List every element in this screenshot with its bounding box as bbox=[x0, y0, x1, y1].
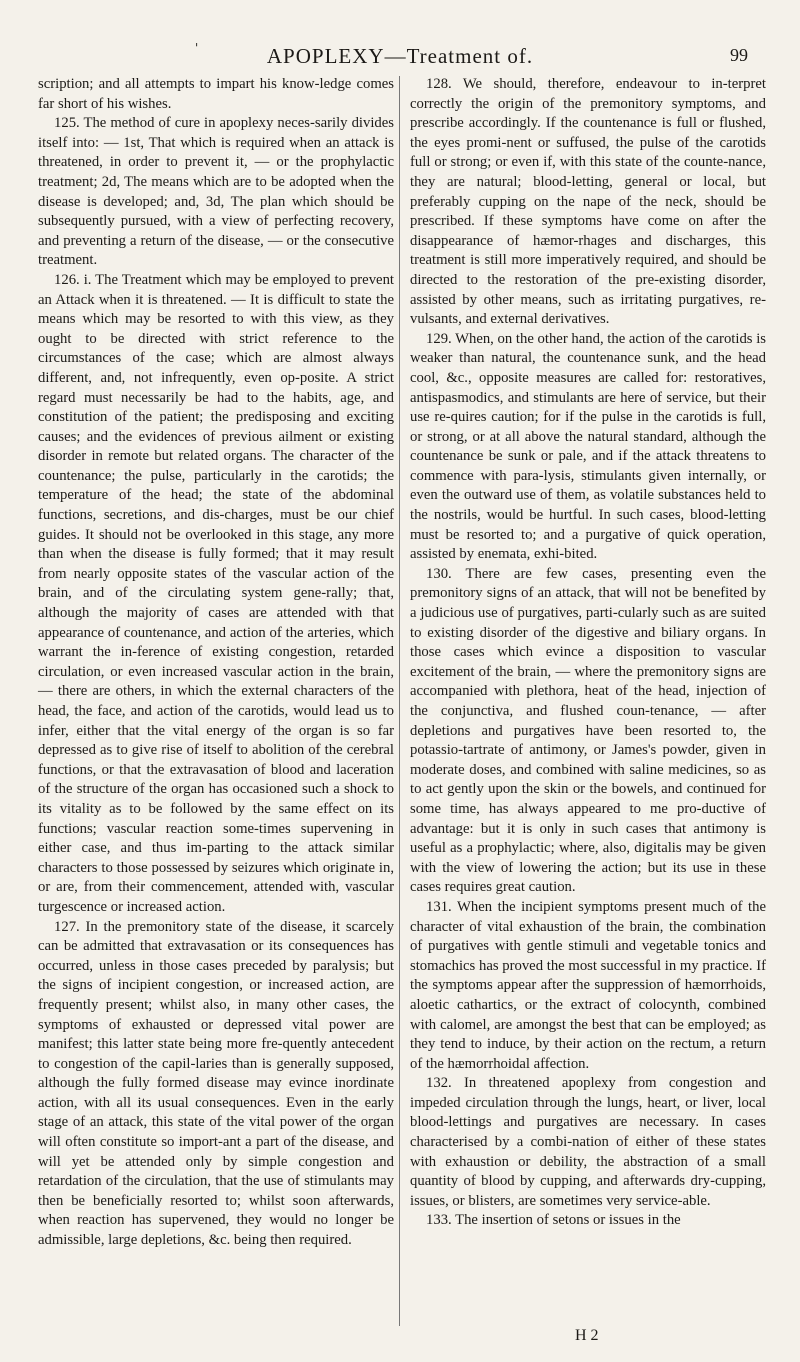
page-number: 99 bbox=[730, 45, 748, 65]
left-column bbox=[38, 75, 394, 1251]
running-head: APOPLEXY—Treatment of. bbox=[266, 44, 534, 68]
margin-mark: ' bbox=[195, 41, 199, 55]
paragraph: 129. When, on the other hand, the action of the carotids is weaker than natural, the countenance sunk, and the head cool, &c., opposite measures are called for: restoratives, antispasmodics, and stimulants are here of service, but their use re-quires caution; for if the pulse in the carotids is full, or strong, or at all above the natural standard, although the countenance be sunk or pale, and if the attack threatens to commence with para-lysis, stimulants given internally, or even the outward use of them, as volatile substances held to the nostrils, would be hurtful. In such cases, blood-letting must be resorted to; and a purgative of quick operation, assisted by enemata, exhi-bited. bbox=[410, 330, 766, 563]
paragraph: 131. When the incipient symptoms present much of the character of vital exhaustion of the brain, the combination of purgatives with gentle stimuli and vegetable tonics and stomachics has proved the most successful in my practice. If the symptoms appear after the suppression of hæmorrhoids, aloetic cathartics, or the extract of colocynth, combined with calomel, are amongst the best that can be employed; as they tend to induce, by their action on the rectum, a return of the hæmorrhoidal affection. bbox=[410, 898, 766, 1072]
paragraph: scription; and all attempts to impart his know-ledge comes far short of his wishes. bbox=[38, 76, 394, 112]
paragraph: 132. In threatened apoplexy from congestion and impeded circulation through the lungs, heart, or liver, local blood-lettings and purgatives are necessary. In cases characterised by a combi-nation of either of these states with exhaustion or debility, the abstraction of a small quantity of blood by cupping, and afterwards dry-cupping, issues, or blisters, are sometimes very service-able. bbox=[410, 1075, 766, 1209]
paragraph: 126. i. The Treatment which may be employed to prevent an Attack when it is threatened. — It is difficult to state the means which may be resorted to with this view, as they ought to be directed with strict reference to the circumstances of the case; which are almost always different, and, not infrequently, even op-posite. A strict regard must necessarily be had to the habits, age, and constitution of the patient; the predisposing and exciting causes; and the evidences of previous ailment or existing disorder in remote but related organs. The character of the countenance; the pulse, particularly in the carotids; the temperature of the head; the state of the abdominal functions, secretions, and dis-charges, must be our chief guides. It should not be overlooked in this stage, any more than when the disease is fully formed; that it may result from nearly opposite states of the vascular action of the brain, and of the circulating system gene-rally; that, although the majority of cases are attended with that appearance of countenance, and action of the arteries, which warrant the in-ference of existing congestion, retarded circulation, or even increased vascular action in the brain, — there are others, in which the external characters of the head, the face, and action of the carotids, would lead us to infer, either that the vital energy of the organ is so far depressed as to give rise of itself to abolition of the cerebral functions, or that the extravasation of blood and laceration of the structure of the organ has occasioned such a shock to its vitality as to be followed by the same effect on its functions; vascular reaction some-times supervening in either case, and thus im-parting to the attack similar characters to those possessed by seizures which originate in, or are, from their commencement, attended with, vascular turgescence or increased action. bbox=[38, 271, 394, 915]
paragraph: 128. We should, therefore, endeavour to in-terpret correctly the origin of the premonitory symptoms, and prescribe accordingly. If the countenance is full or flushed, the eyes promi-nent or suffused, the pulse of the carotids full or strong; or even if, with this state of the counte-nance, they are natural; blood-letting, general or local, but preferably cupping on the nape of the neck, should be prescribed. If these symptoms have come on after the disappearance of hæmor-rhages and discharges, this treatment is still more imperatively required, and should be directed to the restoration of the pre-existing disorder, assisted by other means, such as irritating purgatives, re-vulsants, and external derivatives. bbox=[410, 76, 766, 328]
paragraph: 127. In the premonitory state of the disease, it scarcely can be admitted that extravasation or its consequences has occurred, unless in those cases preceded by paralysis; but the signs of incipient congestion, or increased action, are frequently present; whilst also, in many other cases, the symptoms of exhausted or depressed vital power are manifest; this latter state being more fre-quently antecedent to congestion of the capil-laries than is generally supposed, although the fully formed disease may evince inordinate action, with all its usual consequences. Even in the early stage of an attack, this state of the vital power of the organ will often constitute so import-ant a part of the disease, and will yet be attended only by simple congestion and retardation of the circulation, that the use of stimulants may then be beneficially resorted to; whilst soon afterwards, when reaction has supervened, they would no longer be admissible, large depletions, &c. being then required. bbox=[38, 918, 394, 1249]
paragraph: 130. There are few cases, presenting even the premonitory signs of an attack, that will not be benefited by a judicious use of purgatives, parti-cularly such as are suited to existing disorder of the digestive and biliary organs. In those cases which evince a disposition to vascular excitement of the brain, — where the premonitory signs are accompanied with plethora, heat of the head, injection of the conjunctiva, and flushed coun-tenance, — after depletions and purgatives have been resorted to, the potassio-tartrate of antimony, or James's powder, given in moderate doses, and combined with saline medicines, so as to act gently upon the skin or the bowels, and continued for some time, has always appeared to me pro-ductive of advantage: but it is only in such cases that antimony is useful as a prophylactic; where, also, digitalis may be given with the view of lowering the action; but its use in these cases requires great caution. bbox=[410, 565, 766, 896]
page-header bbox=[0, 36, 800, 76]
column-divider bbox=[399, 76, 400, 1326]
signature-mark: H 2 bbox=[575, 1327, 599, 1344]
paragraph: 125. The method of cure in apoplexy neces-sarily divides itself into: — 1st, That which is required when an attack is threatened, in order to prevent it, — or the prophylactic treatment; 2d, The means which are to be adopted when the disease is developed; and, 3d, The plan which should be subsequently pursued, with a view of perfecting recovery, and preventing a return of the disease, — or the consecutive treatment. bbox=[38, 115, 394, 269]
right-column bbox=[410, 75, 766, 1231]
paragraph: 133. The insertion of setons or issues in the bbox=[426, 1212, 681, 1229]
